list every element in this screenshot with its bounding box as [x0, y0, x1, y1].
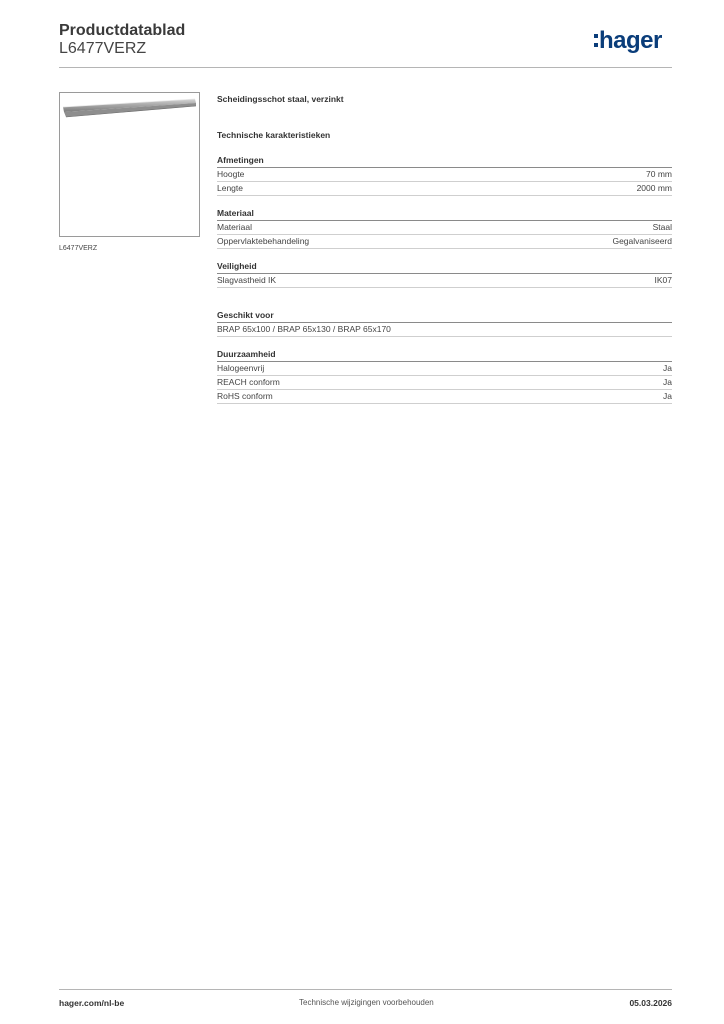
page-title: Productdatablad: [59, 22, 186, 39]
spec-value: IK07: [654, 275, 672, 285]
header-divider: [59, 67, 672, 68]
spec-label: BRAP 65x100 / BRAP 65x130 / BRAP 65x170: [217, 324, 391, 334]
spec-label: Oppervlaktebehandeling: [217, 236, 310, 246]
spec-row: [217, 390, 672, 404]
spec-label: Materiaal: [217, 222, 252, 232]
spec-row: [217, 221, 672, 235]
spec-label: RoHS conform: [217, 391, 273, 401]
footer-website: hager.com/nl-be: [59, 998, 125, 1008]
section-veiligheid: [217, 261, 672, 288]
spec-value: Ja: [663, 363, 672, 373]
spec-value: Gegalvaniseerd: [612, 236, 672, 246]
hager-logo: [594, 29, 662, 53]
spec-label: REACH conform: [217, 377, 280, 387]
product-content: [217, 94, 672, 404]
section-duurzaamheid: [217, 349, 672, 404]
section-title: Materiaal: [217, 208, 672, 221]
section-geschikt-voor: [217, 310, 672, 337]
footer-divider: [59, 989, 672, 990]
spec-label: Hoogte: [217, 169, 245, 179]
spec-row: [217, 362, 672, 376]
spec-row: [217, 235, 672, 249]
product-image-frame: [59, 92, 200, 237]
spec-label: Slagvastheid IK: [217, 275, 277, 285]
section-title: Afmetingen: [217, 155, 672, 168]
section-title: Geschikt voor: [217, 310, 672, 323]
section-title: Veiligheid: [217, 261, 672, 274]
logo-text: hager: [599, 27, 662, 54]
spec-value: Ja: [663, 377, 672, 387]
spec-value: 2000 mm: [636, 183, 672, 193]
spec-row: [217, 168, 672, 182]
spec-value: Ja: [663, 391, 672, 401]
tech-characteristics-title: Technische karakteristieken: [217, 130, 331, 140]
product-name: Scheidingsschot staal, verzinkt: [217, 94, 344, 104]
footer-notice: Technische wijzigingen voorbehouden: [299, 998, 434, 1007]
spec-row: [217, 274, 672, 288]
product-code: L6477VERZ: [59, 40, 147, 57]
spec-value: Staal: [652, 222, 672, 232]
spec-row: [217, 323, 672, 337]
spec-value: 70 mm: [646, 169, 672, 179]
spec-row: [217, 376, 672, 390]
image-caption: L6477VERZ: [59, 245, 98, 252]
spec-label: Halogeenvrij: [217, 363, 265, 373]
spec-label: Lengte: [217, 183, 243, 193]
section-title: Duurzaamheid: [217, 349, 672, 362]
spec-row: [217, 182, 672, 196]
section-materiaal: [217, 208, 672, 249]
logo-colon-icon: [594, 29, 598, 47]
section-afmetingen: [217, 155, 672, 196]
metal-partition-icon: [60, 93, 199, 236]
footer-date: 05.03.2026: [629, 998, 672, 1008]
